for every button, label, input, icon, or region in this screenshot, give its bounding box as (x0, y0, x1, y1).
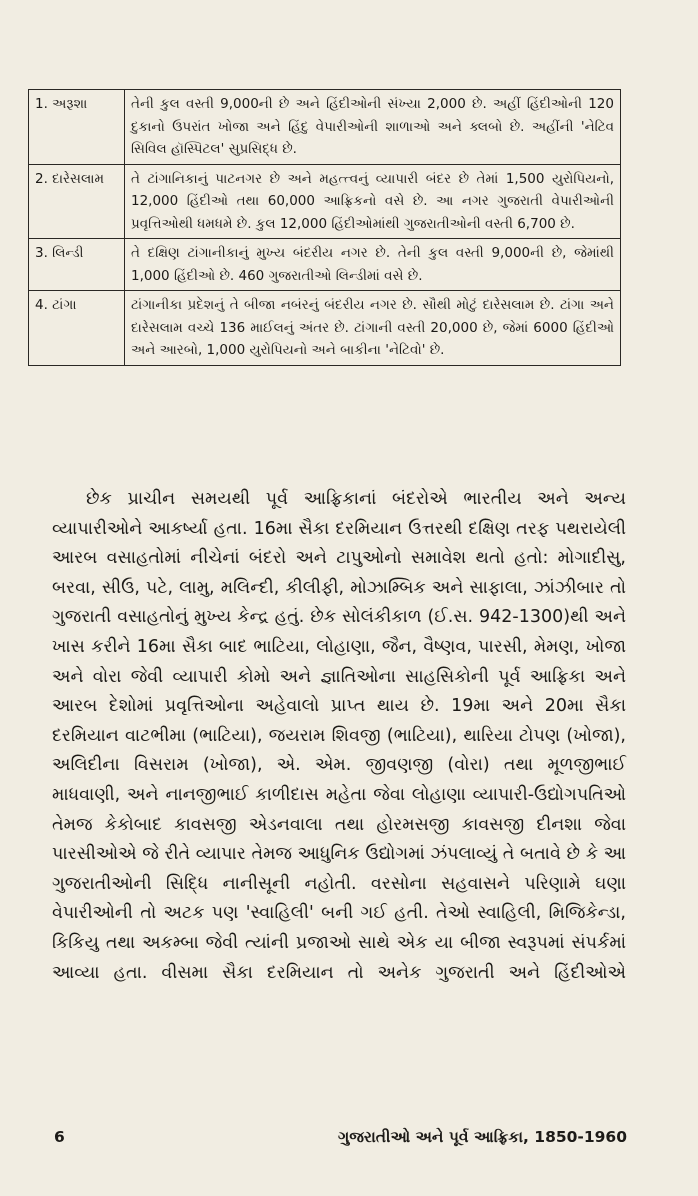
city-name: 3. લિન્ડી (29, 239, 125, 291)
city-name: 4. ટાંગા (29, 291, 125, 366)
city-name: 2. દારેસલામ (29, 164, 125, 239)
city-description: તે દક્ષિણ ટાંગાનીકાનું મુખ્ય બંદરીય નગર છે. તેની કુલ વસ્તી 9,000ની છે, જેમાંથી 1,000 હિંદીઓ છે. 460 ગુજરાતીઓ લિન્ડીમાં વસે છે. (125, 239, 621, 291)
city-description: તે ટાંગાનિકાનું પાટનગર છે અને મહત્ત્વનું વ્યાપારી બંદર છે તેમાં 1,500 યુરોપિયનો, 12,000 હિંદીઓ તથા 60,000 આફ્રિકનો વસે છે. આ નગર ગુજરાતી વેપારીઓની પ્રવૃત્તિઓથી ધમધમે છે. કુલ 12,000 હિંદીઓમાંથી ગુજરાતીઓની વસ્તી 6,700 છે. (125, 164, 621, 239)
page-number: 6 (54, 1128, 65, 1146)
running-title: ગુજરાતીઓ અને પૂર્વ આફ્રિકા, 1850-1960 (337, 1128, 627, 1146)
city-name: 1. અરૂશા (29, 90, 125, 165)
city-description: ટાંગાનીકા પ્રદેશનું તે બીજા નબંરનું બંદરીય નગર છે. સૌથી મોટું દારેસલામ છે. ટાંગા અને દારેસલામ વચ્ચે 136 માઈલનું અંતર છે. ટાંગાની વસ્તી 20,000 છે, જેમાં 6000 હિંદીઓ અને આરબો, 1,000 યુરોપિયનો અને બાકીના 'નેટિવો' છે. (125, 291, 621, 366)
body-text (52, 485, 626, 988)
table-row (29, 90, 621, 165)
city-description: તેની કુલ વસ્તી 9,000ની છે અને હિંદીઓની સંખ્યા 2,000 છે. અહીં હિંદીઓની 120 દુકાનો ઉપરાંત ખોજા અને હિંદુ વેપારીઓની શાળાઓ અને ક્લબો છે. અહીંની 'નેટિવ સિવિલ હૉસ્પિટલ' સુપ્રસિદ્ધ છે. (125, 90, 621, 165)
table-row (29, 164, 621, 239)
cities-table (28, 89, 621, 366)
table-row (29, 239, 621, 291)
table-row (29, 291, 621, 366)
body-paragraph: છેક પ્રાચીન સમયથી પૂર્વ આફ્રિકાનાં બંદરોએ ભારતીય અને અન્ય વ્યાપારીઓને આકર્ષ્યા હતા. 16મા સૈકા દરમિયાન ઉત્તરથી દક્ષિણ તરફ પથરાયેલી આરબ વસાહતોમાં નીચેનાં બંદરો અને ટાપુઓનો સમાવેશ થતો હતો: મોગાદીસુ, બરવા, સીઉ, પટે, લામુ, મલિન્દી, કીલીફી, મોઝામ્બિક અને સાફાલા, ઝાંઝીબાર તો ગુજરાતી વસાહતોનું મુખ્ય કેન્દ્ર હતું. છેક સોલંકીકાળ (ઈ.સ. 942-1300)થી અને ખાસ કરીને 16મા સૈકા બાદ ભાટિયા, લોહાણા, જૈન, વૈષ્ણવ, પારસી, મેમણ, ખોજા અને વોરા જેવી વ્યાપારી કોમો અને જ્ઞાતિઓના સાહસિકોની પૂર્વ આફ્રિકા અને આરબ દેશોમાં પ્રવૃત્તિઓના અહેવાલો પ્રાપ્ત થાય છે. 19મા અને 20મા સૈકા દરમિયાન વાટભીમા (ભાટિયા), જયરામ શિવજી (ભાટિયા), થારિયા ટોપણ (ખોજા), અલિદીના વિસરામ (ખોજા), એ. એમ. જીવણજી (વોરા) તથા મૂળજીભાઈ માધવાણી, અને નાનજીભાઈ કાળીદાસ મહેતા જેવા લોહાણા વ્યાપારી-ઉદ્યોગપતિઓ તેમજ કેકોબાદ કાવસજી એડનવાલા તથા હોરમસજી કાવસજી દીનશા જેવા પારસીઓએ જે રીતે વ્યાપાર તેમજ આધુનિક ઉદ્યોગમાં ઝંપલાવ્યું તે બતાવે છે કે આ ગુજરાતીઓની સિદ્ધિ નાનીસૂની નહોતી. વરસોના સહવાસને પરિણામે ઘણા વેપારીઓની તો અટક પણ 'સ્વાહિલી' બની ગઈ હતી. તેઓ સ્વાહિલી, મિજિકેન્ડા, કિકિયુ તથા અકમ્બા જેવી ત્યાંની પ્રજાઓ સાથે એક યા બીજા સ્વરૂપમાં સંપર્કમાં આવ્યા હતા. વીસમા સૈકા દરમિયાન તો અનેક ગુજરાતી અને હિંદીઓએ (52, 489, 626, 983)
